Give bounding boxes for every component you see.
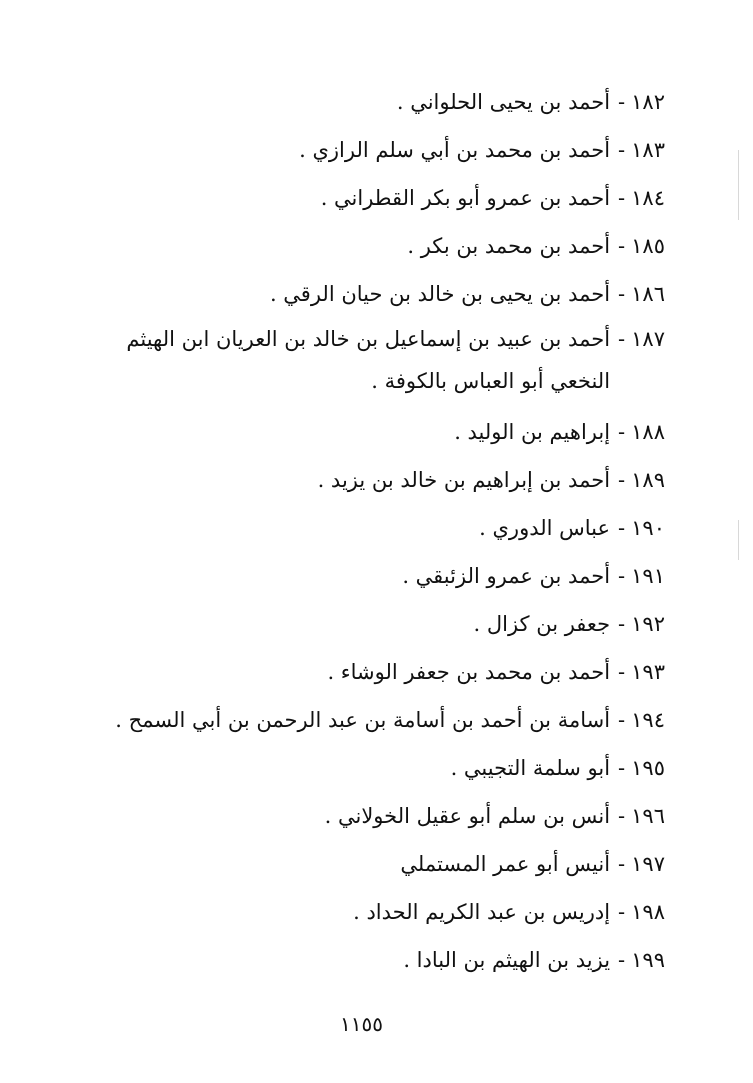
entry-text: يزيد بن الهيثم بن البادا . [403,948,611,972]
list-item [75,78,665,126]
list-item [75,408,665,456]
entry-dash: - [618,708,626,732]
entry-number: ١٩١ [631,564,665,588]
entry-dash: - [618,900,626,924]
entry-number: ١٨٢ [631,90,665,114]
entry-number: ١٩٩ [631,948,665,972]
entry-text: أحمد بن يحيى بن خالد بن حيان الرقي . [269,282,611,306]
list-item [75,840,665,888]
list-item [75,222,665,270]
entry-number: ١٨٦ [631,282,665,306]
entry-text: أحمد بن عمرو الزئبقي . [402,564,611,588]
entry-dash: - [618,90,626,114]
list-item [75,456,665,504]
entry-text: إبراهيم بن الوليد . [454,420,611,444]
list-item [75,648,665,696]
list-item [75,888,665,936]
entry-number: ١٨٨ [631,420,665,444]
entry-number: ١٩٠ [631,516,665,540]
entry-text: إدريس بن عبد الكريم الحداد . [353,900,611,924]
entry-number: ١٨٤ [631,186,665,210]
entry-dash: - [618,756,626,780]
entry-text: جعفر بن كزال . [473,612,611,636]
entry-dash: - [618,948,626,972]
list-item [75,552,665,600]
entry-number: ١٩٨ [631,900,665,924]
entry-dash: - [618,468,626,492]
entry-list [75,78,665,984]
entry-text: أحمد بن عمرو أبو بكر القطراني . [320,186,611,210]
entry-text: أنس بن سلم أبو عقيل الخولاني . [324,804,611,828]
page-edge-mark [738,520,739,560]
entry-dash: - [618,564,626,588]
entry-text: أبو سلمة التجيبي . [450,756,611,780]
entry-dash: - [618,612,626,636]
entry-number: ١٨٣ [631,138,665,162]
list-item [75,936,665,984]
list-item [75,504,665,552]
list-item [75,318,665,408]
entry-text: أحمد بن محمد بن بكر . [407,234,611,258]
entry-dash: - [618,804,626,828]
entry-number: ١٨٥ [631,234,665,258]
entry-number: ١٩٣ [631,660,665,684]
list-item [75,600,665,648]
entry-number: ١٨٧ [631,327,665,351]
entry-text: أحمد بن يحيى الحلواني . [396,90,611,114]
entry-dash: - [618,186,626,210]
entry-dash: - [618,420,626,444]
entry-text: أحمد بن إبراهيم بن خالد بن يزيد . [317,468,611,492]
entry-text: أحمد بن محمد بن جعفر الوشاء . [327,660,611,684]
entry-number: ١٩٦ [631,804,665,828]
entry-number: ١٩٤ [631,708,665,732]
entry-dash: - [618,852,626,876]
entry-text: أحمد بن عبيد بن إسماعيل بن خالد بن العريان ابن الهيثم النخعي أبو العباس بالكوفة . [126,327,611,393]
list-item [75,744,665,792]
entry-dash: - [618,282,626,306]
page-edge-mark [738,150,739,220]
list-item [75,270,665,318]
entry-number: ١٩٧ [631,852,665,876]
list-item [75,174,665,222]
entry-text: عباس الدوري . [479,516,611,540]
entry-dash: - [618,234,626,258]
entry-number: ١٨٩ [631,468,665,492]
entry-dash: - [618,138,626,162]
entry-text: أنيس أبو عمر المستملي [400,852,611,876]
entry-number: ١٩٥ [631,756,665,780]
list-item [75,792,665,840]
entry-dash: - [618,516,626,540]
entry-dash: - [618,327,626,351]
list-item [75,696,665,744]
entry-text: أسامة بن أحمد بن أسامة بن عبد الرحمن بن أبي السمح . [115,708,611,732]
entry-text: أحمد بن محمد بن أبي سلم الرازي . [299,138,611,162]
list-item [75,126,665,174]
entry-dash: - [618,660,626,684]
page-number: ١١٥٥ [340,1012,383,1036]
entry-number: ١٩٢ [631,612,665,636]
